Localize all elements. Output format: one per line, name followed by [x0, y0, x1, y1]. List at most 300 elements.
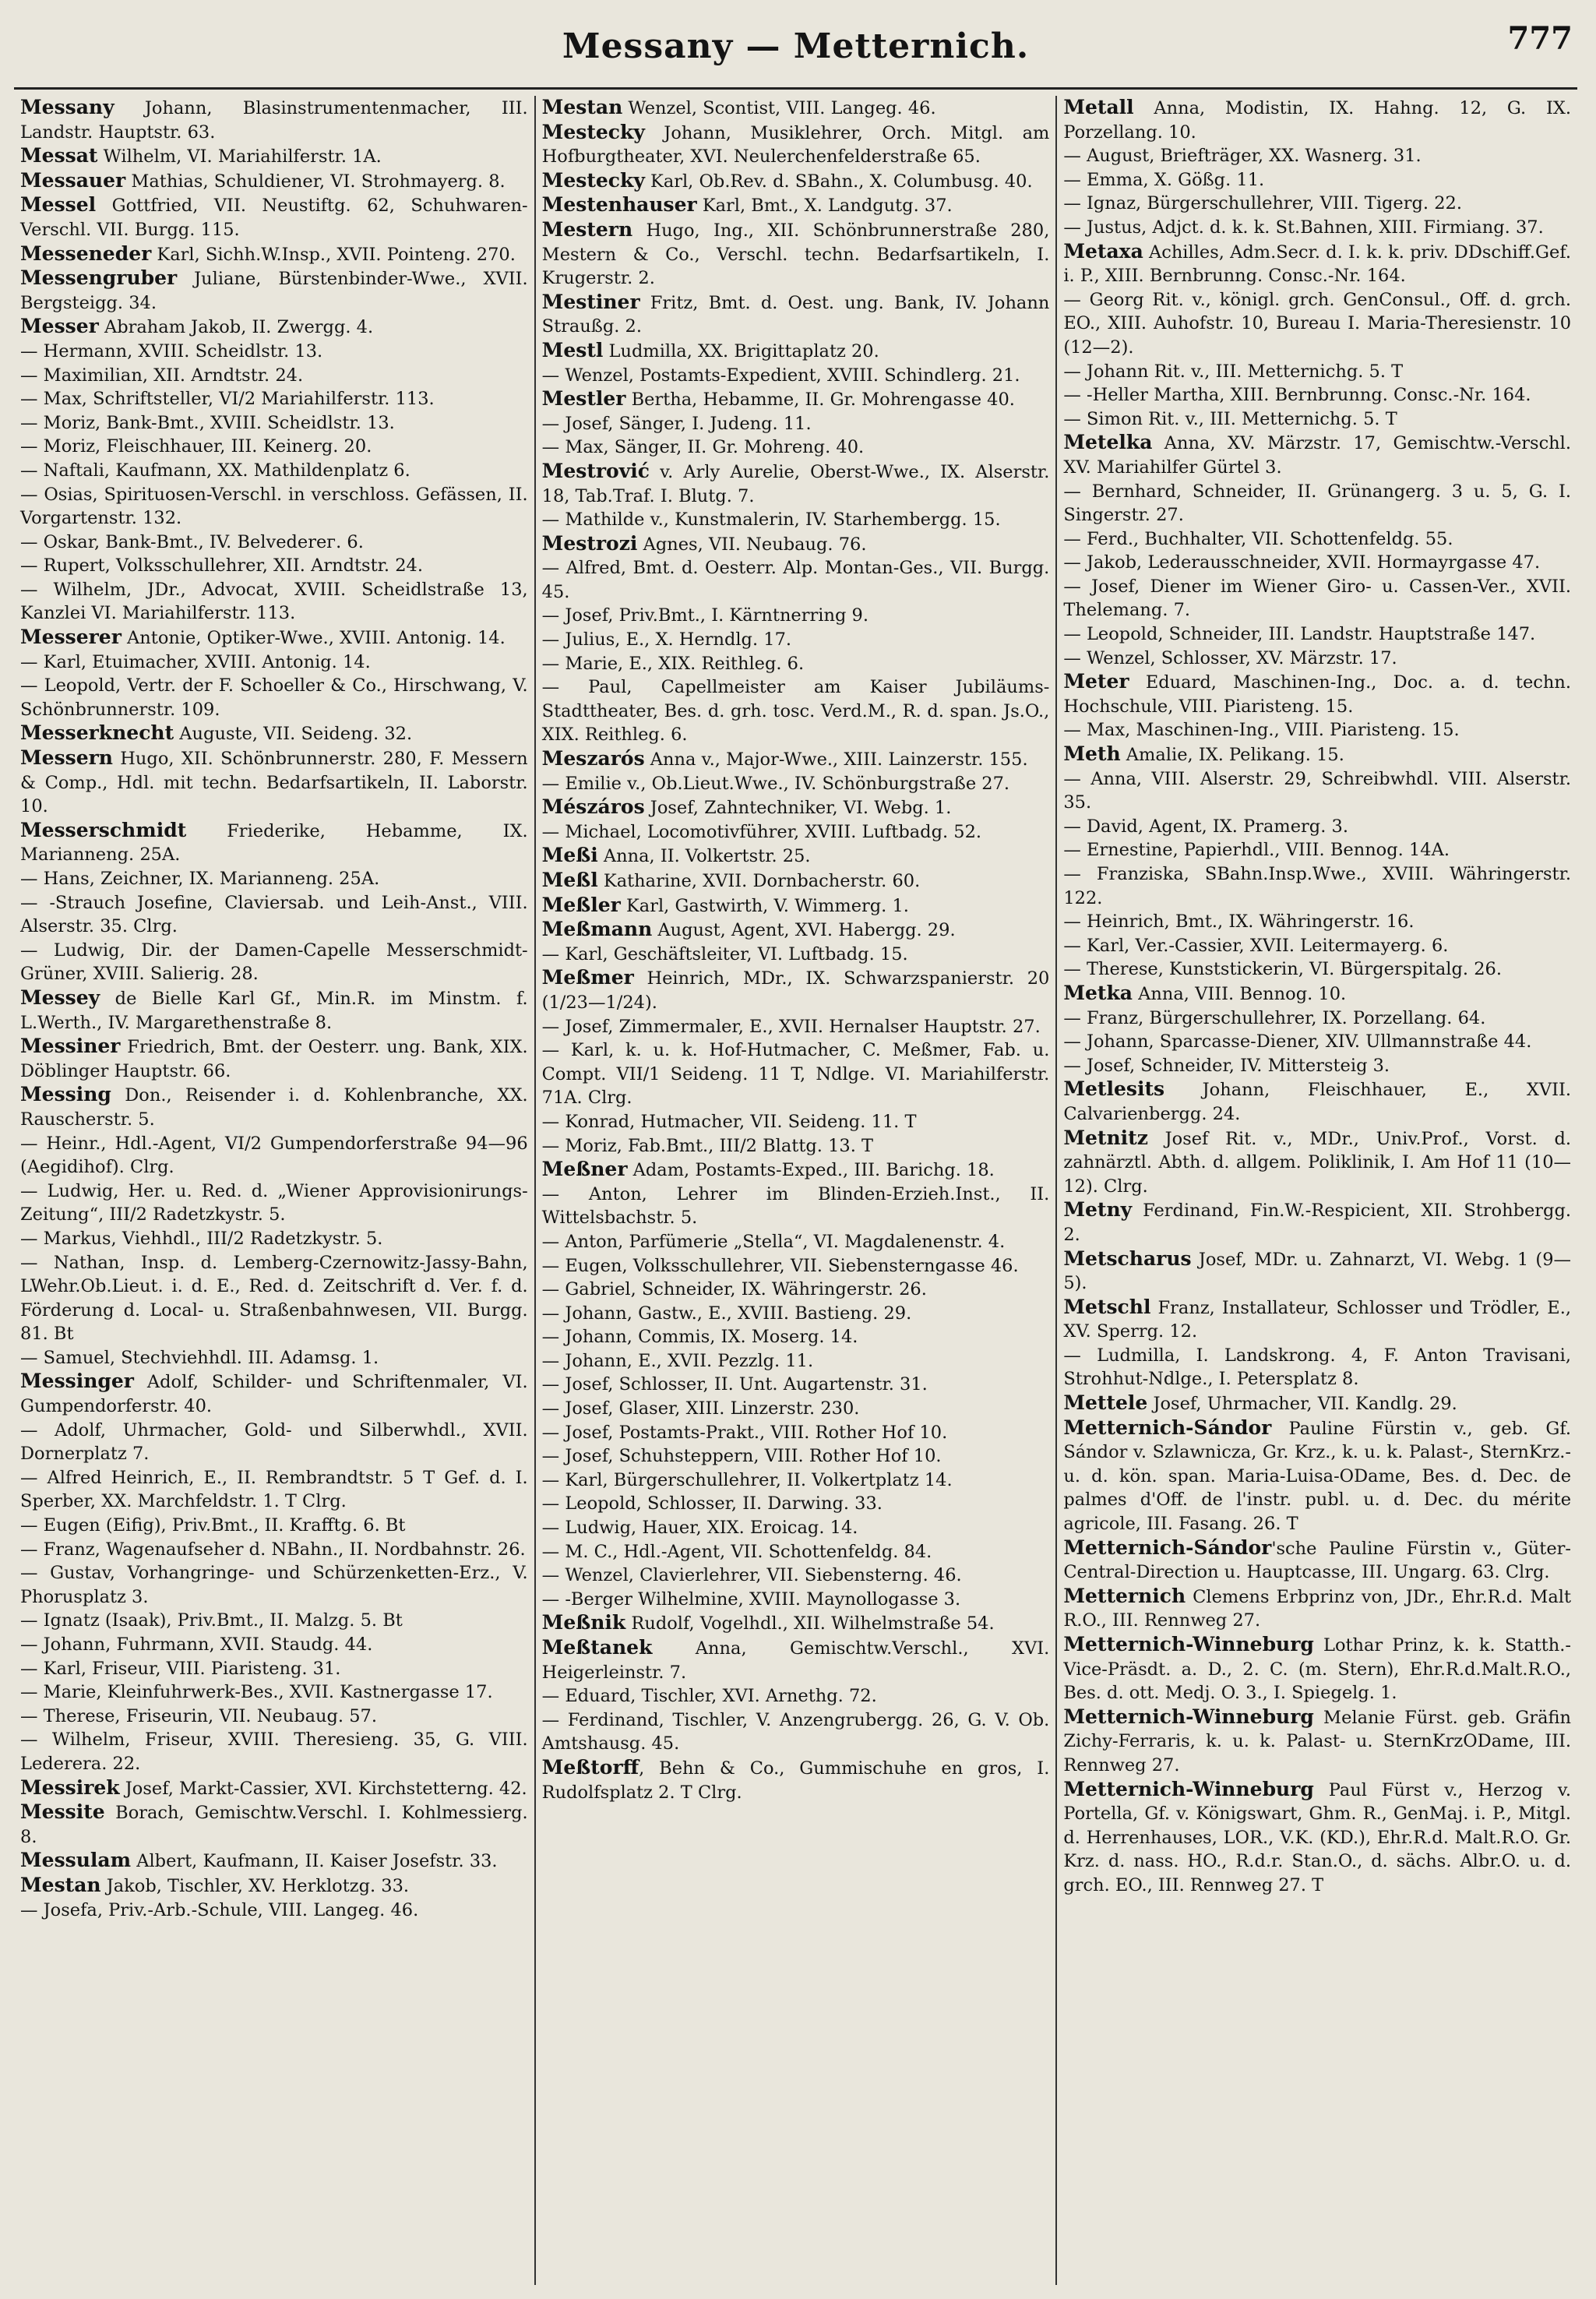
entry-surname: Mestan	[20, 1873, 101, 1896]
sub-entry	[1063, 407, 1571, 432]
sub-entry	[20, 1251, 528, 1346]
entry-surname: Metlesits	[1063, 1077, 1165, 1101]
surname-entry	[20, 144, 528, 169]
entry-text: — Ignaz, Bürgerschullehrer, VIII. Tigerg. 22.	[1063, 193, 1462, 214]
entry-text: — Gustav, Vorhangringe- und Schürzenketten-Erz., V. Phorusplatz 3.	[20, 1563, 528, 1607]
entry-text: — Johann, Commis, IX. Moserg. 14.	[541, 1327, 858, 1348]
surname-entry	[20, 1800, 528, 1849]
entry-text: — Anton, Lehrer im Blinden-Erzieh.Inst., II. Wittelsbachstr. 5.	[541, 1183, 1050, 1229]
entry-surname: Meth	[1063, 742, 1121, 766]
entry-text: , Behn & Co., Gummischuhe en gros, I. Rudolfsplatz 2. T Clrg.	[541, 1758, 1050, 1803]
entry-text: Auguste, VII. Seideng. 32.	[174, 724, 413, 745]
sub-entry	[542, 628, 1050, 652]
surname-entry	[542, 532, 1050, 557]
surname-entry	[542, 193, 1050, 218]
surname-entry	[1063, 670, 1571, 718]
surname-entry	[1063, 240, 1571, 288]
surname-entry	[20, 96, 528, 144]
surname-entry	[1063, 1416, 1571, 1536]
entry-surname: Mestern	[541, 217, 633, 241]
sub-entry	[1063, 1054, 1571, 1078]
sub-entry	[20, 459, 528, 483]
entry-surname: Metternich-Sándor	[1063, 1536, 1272, 1559]
column-middle	[536, 96, 1058, 2285]
sub-entry	[1063, 815, 1571, 839]
sub-entry	[1063, 910, 1571, 934]
entry-surname: Metternich	[1063, 1584, 1186, 1607]
entry-text: — Leopold, Vertr. der F. Schoeller & Co., Hirschwang, V. Schönbrunnerstr. 109.	[20, 675, 528, 720]
entry-surname: Mestecky	[541, 120, 645, 143]
entry-surname: Messauer	[20, 168, 126, 192]
entry-surname: Mészáros	[541, 795, 645, 819]
entry-text: Borach, Gemischtw.Verschl. I. Kohlmessierg. 8.	[20, 1803, 528, 1847]
entry-text: Gottfried, VII. Neustiftg. 62, Schuhwaren-Verschl. VII. Burgg. 115.	[20, 196, 528, 240]
sub-entry	[1063, 957, 1571, 982]
running-head: Messany — Metternich.	[562, 26, 1030, 66]
entry-surname: Metternich-Winneburg	[1063, 1705, 1314, 1728]
sub-entry	[1063, 1007, 1571, 1031]
entry-text: — Mathilde v., Kunstmalerin, IV. Starhembergg. 15.	[541, 510, 1001, 531]
surname-entry	[542, 894, 1050, 919]
surname-entry	[1063, 982, 1571, 1007]
surname-entry	[1063, 1247, 1571, 1296]
surname-entry	[1063, 742, 1571, 767]
entry-text: — Emma, X. Gößg. 11.	[1063, 169, 1265, 190]
entry-text: Ferdinand, Fin.W.-Respicient, XII. Strohbergg. 2.	[1063, 1201, 1572, 1245]
entry-surname: Metnitz	[1063, 1126, 1148, 1149]
sub-entry	[20, 1657, 528, 1681]
entry-text: — Josef, Diener im Wiener Giro- u. Cassen-Ver., XVII. Thelemang. 7.	[1063, 576, 1572, 621]
entry-text: Friedrich, Bmt. der Oesterr. ung. Bank, XIX. Döblinger Hauptstr. 66.	[20, 1037, 528, 1081]
entry-text: — Karl, Bürgerschullehrer, II. Volkertplatz 14.	[541, 1469, 953, 1490]
sub-entry	[542, 1588, 1050, 1612]
surname-entry	[542, 460, 1050, 508]
entry-text: Abraham Jakob, II. Zwergg. 4.	[98, 317, 374, 338]
entry-surname: Meßi	[541, 844, 598, 867]
surname-entry	[542, 387, 1050, 412]
surname-entry	[20, 819, 528, 867]
sub-entry	[542, 1444, 1050, 1469]
sub-entry	[20, 1227, 528, 1251]
entry-text: Don., Reisender i. d. Kohlenbranche, XX. Rauscherstr. 5.	[20, 1085, 528, 1130]
entry-text: Achilles, Adm.Secr. d. I. k. k. priv. DDschiff.Gef. i. P., XIII. Bernbrunng. Consc.-Nr. 164.	[1063, 242, 1572, 287]
sub-entry	[542, 820, 1050, 844]
sub-entry	[1063, 144, 1571, 168]
sub-entry	[542, 675, 1050, 747]
surname-entry	[542, 291, 1050, 339]
surname-entry	[1063, 1633, 1571, 1705]
surname-entry	[1063, 1127, 1571, 1199]
sub-entry	[20, 1899, 528, 1923]
sub-entry	[20, 1705, 528, 1729]
surname-entry	[20, 721, 528, 746]
sub-entry	[20, 1561, 528, 1609]
surname-entry	[542, 1636, 1050, 1684]
surname-entry	[1063, 1391, 1571, 1416]
entry-text: — -Berger Wilhelmine, XVIII. Maynollogasse 3.	[541, 1588, 961, 1610]
entry-text: Agnes, VII. Neubaug. 76.	[637, 534, 867, 555]
entry-text: — Gabriel, Schneider, IX. Währingerstr. 26.	[541, 1279, 927, 1300]
entry-text: Paul Fürst v., Herzog v. Portella, Gf. v. Königswart, Ghm. R., GenMaj. i. P., Mitgl. d. Herrenhauses, LOR., V.K. (KD.), Ehr.R.d. Malt.R.O. Gr. Krz. d. nass. HO., R.d.r. Stan.O., d. sächs. Albr.O. u. d. grch. EO., III. Rennweg 27. T	[1063, 1779, 1572, 1895]
entry-text: de Bielle Karl Gf., Min.R. im Minstm. f. L.Werth., IV. Margarethenstraße 8.	[20, 988, 528, 1033]
entry-text: — Hermann, XVIII. Scheidlstr. 13.	[20, 340, 323, 361]
sub-entry	[542, 412, 1050, 436]
sub-entry	[20, 1680, 528, 1705]
entry-text: — Johann, Gastw., E., XVIII. Bastieng. 29.	[541, 1303, 912, 1324]
sub-entry	[542, 364, 1050, 388]
surname-entry	[1063, 96, 1571, 144]
entry-surname: Messinger	[20, 1370, 134, 1393]
sub-entry	[1063, 622, 1571, 647]
entry-surname: Mestan	[541, 96, 623, 118]
entry-text: — Eduard, Tischler, XVI. Arnethg. 72.	[541, 1686, 877, 1707]
entry-text: — Eugen (Eifig), Priv.Bmt., II. Krafftg. 6. Bt	[20, 1515, 406, 1536]
entry-text: — Heinr., Hdl.-Agent, VI/2 Gumpendorferstraße 94—96 (Aegidihof). Clrg.	[20, 1133, 528, 1178]
entry-text: — Karl, Friseur, VIII. Piaristeng. 31.	[20, 1658, 341, 1679]
entry-surname: Messany	[20, 96, 115, 118]
surname-entry	[542, 869, 1050, 894]
sub-entry	[542, 556, 1050, 604]
entry-text: — Markus, Viehhdl., III/2 Radetzkystr. 5.	[20, 1228, 383, 1249]
entry-text: — August, Briefträger, XX. Wasnerg. 31.	[1063, 146, 1422, 167]
entry-text: — Franz, Wagenaufseher d. NBahn., II. Nordbahnstr. 26.	[20, 1539, 526, 1560]
sub-entry	[542, 1183, 1050, 1230]
page-header	[14, 16, 1577, 90]
sub-entry	[542, 1015, 1050, 1039]
entry-text: Heinrich, MDr., IX. Schwarzspanierstr. 20 (1/23—1/24).	[541, 968, 1050, 1013]
surname-entry	[1063, 1077, 1571, 1126]
surname-entry	[542, 918, 1050, 943]
entry-text: — Ernestine, Papierhdl., VIII. Bennog. 14A.	[1063, 840, 1450, 861]
entry-text: Rudolf, Vogelhdl., XII. Wilhelmstraße 54.	[625, 1613, 995, 1634]
surname-entry	[20, 266, 528, 315]
entry-text: — Jakob, Lederausschneider, XVII. Hormayrgasse 47.	[1063, 552, 1541, 573]
sub-entry	[542, 1038, 1050, 1110]
sub-entry	[1063, 383, 1571, 407]
entry-text: Anna v., Major-Wwe., XIII. Lainzerstr. 155.	[644, 749, 1028, 770]
entry-text: — Wilhelm, Friseur, XVIII. Theresieng. 35, G. VIII. Lederera. 22.	[20, 1730, 528, 1774]
sub-entry	[20, 1346, 528, 1370]
surname-entry	[20, 193, 528, 242]
surname-entry	[20, 1874, 528, 1899]
surname-entry	[1063, 1585, 1571, 1633]
entry-text: — Max, Schriftsteller, VI/2 Mariahilferstr. 113.	[20, 389, 435, 410]
sub-entry	[20, 1538, 528, 1562]
surname-entry	[1063, 1536, 1571, 1585]
sub-entry	[20, 554, 528, 578]
entry-surname: Messer	[20, 315, 99, 338]
entry-text: — Leopold, Schlosser, II. Darwing. 33.	[541, 1493, 883, 1514]
entry-text: — Moriz, Fab.Bmt., III/2 Blattg. 13. T	[541, 1135, 874, 1156]
entry-surname: Messirek	[20, 1775, 120, 1799]
entry-text: — Alfred Heinrich, E., II. Rembrandtstr. 5 T Gef. d. I. Sperber, XX. Marchfeldstr. 1. T Clrg.	[20, 1467, 528, 1512]
sub-entry	[20, 867, 528, 891]
entry-text: — Johann, Sparcasse-Diener, XIV. Ullmannstraße 44.	[1063, 1031, 1532, 1053]
entry-text: — Ludwig, Her. u. Red. d. „Wiener Approvisionirungs-Zeitung“, III/2 Radetzkystr. 5.	[20, 1180, 528, 1225]
entry-surname: Messern	[20, 746, 113, 770]
sub-entry	[542, 1134, 1050, 1158]
entry-text: Anna, VIII. Bennog. 10.	[1133, 983, 1347, 1004]
surname-entry	[20, 626, 528, 651]
entry-text: — Wenzel, Schlosser, XV. Märzstr. 17.	[1063, 647, 1397, 668]
entry-text: Lothar Prinz, k. k. Statth.-Vice-Präsdt. a. D., 2. C. (m. Stern), Ehr.R.d.Malt.R.O., Bes. d. ott. Medj. O. 3., I. Spiegelg. 1.	[1063, 1635, 1572, 1704]
entry-text: — Osias, Spirituosen-Verschl. in verschloss. Gefässen, II. Vorgartenstr. 132.	[20, 484, 528, 529]
surname-entry	[542, 169, 1050, 194]
entry-text: Josef, Uhrmacher, VII. Kandlg. 29.	[1147, 1394, 1457, 1415]
entry-text: — Moriz, Fleischhauer, III. Keinerg. 20.	[20, 436, 372, 457]
sub-entry	[20, 1514, 528, 1538]
column-left	[14, 96, 536, 2285]
entry-text: — Emilie v., Ob.Lieut.Wwe., IV. Schönburgstraße 27.	[541, 773, 1010, 794]
surname-entry	[542, 1756, 1050, 1804]
surname-entry	[542, 1158, 1050, 1183]
surname-entry	[20, 746, 528, 819]
sub-entry	[1063, 838, 1571, 862]
sub-entry	[1063, 1030, 1571, 1054]
entry-text: Juliane, Bürstenbinder-Wwe., XVII. Bergsteigg. 34.	[20, 269, 528, 313]
sub-entry	[20, 1466, 528, 1514]
entry-surname: Mestrozi	[541, 531, 638, 555]
entry-text: — Julius, E., X. Herndlg. 17.	[541, 629, 792, 651]
entry-surname: Messat	[20, 144, 98, 167]
column-right	[1057, 96, 1577, 2285]
entry-surname: Messerknecht	[20, 721, 174, 745]
entry-text: Ludmilla, XX. Brigittaplatz 20.	[603, 340, 879, 361]
sub-entry	[542, 1708, 1050, 1756]
surname-entry	[20, 1370, 528, 1418]
entry-surname: Meter	[1063, 670, 1129, 693]
entry-text: Josef Rit. v., MDr., Univ.Prof., Vorst. d. zahnärztl. Abth. d. allgem. Poliklinik, I. Am Hof 11 (10—12). Clrg.	[1063, 1128, 1572, 1197]
entry-surname: Meßl	[541, 869, 598, 891]
entry-text: Johann, Fleischhauer, E., XVII. Calvarienbergg. 24.	[1063, 1080, 1572, 1124]
entry-text: — -Heller Martha, XIII. Bernbrunng. Consc.-Nr. 164.	[1063, 385, 1531, 406]
sub-entry	[1063, 551, 1571, 575]
sub-entry	[20, 483, 528, 531]
entry-text: Mathias, Schuldiener, VI. Strohmayerg. 8.	[125, 171, 506, 192]
entry-text: Clemens Erbprinz von, JDr., Ehr.R.d. Malt R.O., III. Rennweg 27.	[1063, 1586, 1572, 1631]
entry-text: — Rupert, Volksschullehrer, XII. Arndtstr. 24.	[20, 555, 423, 577]
sub-entry	[20, 435, 528, 459]
entry-text: — Ignatz (Isaak), Priv.Bmt., II. Malzg. 5. Bt	[20, 1610, 403, 1631]
entry-text: Anna, XV. Märzstr. 17, Gemischtw.-Verschl. XV. Mariahilfer Gürtel 3.	[1063, 433, 1572, 478]
sub-entry	[542, 604, 1050, 628]
surname-entry	[20, 315, 528, 340]
sub-entry	[542, 1278, 1050, 1302]
entry-text: v. Arly Aurelie, Oberst-Wwe., IX. Alserstr. 18, Tab.Traf. I. Blutg. 7.	[541, 461, 1050, 506]
entry-text: 'sche Pauline Fürstin v., Güter-Central-Direction u. Hauptcasse, III. Ungarg. 63. Clrg.	[1063, 1538, 1572, 1583]
sub-entry	[1063, 168, 1571, 192]
entry-text: — Ludmilla, I. Landskrong. 4, F. Anton Travisani, Strohhut-Ndlge., I. Petersplatz 8.	[1063, 1345, 1572, 1390]
surname-entry	[20, 242, 528, 267]
entry-surname: Mestiner	[541, 290, 640, 313]
entry-text: — Ludwig, Hauer, XIX. Eroicag. 14.	[541, 1518, 858, 1539]
entry-text: Anna, Gemischtw.Verschl., XVI. Heigerleinstr. 7.	[541, 1638, 1050, 1683]
entry-text: Anna, Modistin, IX. Hahng. 12, G. IX. Porzellang. 10.	[1063, 98, 1572, 143]
sub-entry	[1063, 216, 1571, 240]
entry-text: — Karl, k. u. k. Hof-Hutmacher, C. Meßmer, Fab. u. Compt. VII/1 Seideng. 11 T, Ndlge. VI. Mariahilferstr. 71A. Clrg.	[541, 1040, 1050, 1109]
entry-surname: Messite	[20, 1800, 105, 1824]
entry-text: — Paul, Capellmeister am Kaiser Jubiläums-Stadttheater, Bes. d. grh. tosc. Verd.M., R. d. span. Js.O., XIX. Reithleg. 6.	[541, 677, 1050, 746]
sub-entry	[20, 364, 528, 388]
entry-text: — Moriz, Bank-Bmt., XVIII. Scheidlstr. 13.	[20, 412, 395, 433]
entry-text: — Simon Rit. v., III. Metternichg. 5. T	[1063, 408, 1397, 429]
entry-text: — Ludwig, Dir. der Damen-Capelle Messerschmidt-Grüner, XVIII. Salierig. 28.	[20, 940, 528, 985]
sub-entry	[542, 1302, 1050, 1326]
entry-text: — Marie, Kleinfuhrwerk-Bes., XVII. Kastnergasse 17.	[20, 1682, 493, 1703]
entry-text: — Wenzel, Postamts-Expedient, XVIII. Schindlerg. 21.	[541, 365, 1020, 386]
sub-entry	[1063, 934, 1571, 958]
entry-text: — Ferd., Buchhalter, VII. Schottenfeldg. 55.	[1063, 528, 1453, 549]
entry-text: — Franz, Bürgerschullehrer, IX. Porzellang. 64.	[1063, 1007, 1486, 1028]
sub-entry	[542, 943, 1050, 967]
sub-entry	[20, 1419, 528, 1466]
entry-text: Karl, Bmt., X. Landgutg. 37.	[696, 196, 953, 217]
entry-surname: Messel	[20, 193, 97, 217]
entry-text: Josef, Markt-Cassier, XVI. Kirchstetterng. 42.	[119, 1778, 527, 1799]
sub-entry	[542, 1325, 1050, 1349]
entry-text: — Karl, Etuimacher, XVIII. Antonig. 14.	[20, 651, 371, 672]
surname-entry	[20, 986, 528, 1035]
sub-entry	[542, 1564, 1050, 1588]
entry-text: — M. C., Hdl.-Agent, VII. Schottenfeldg. 84.	[541, 1541, 932, 1562]
entry-text: Karl, Sichh.W.Insp., XVII. Pointeng. 270.	[151, 244, 516, 265]
entry-text: Karl, Gastwirth, V. Wimmerg. 1.	[620, 895, 909, 916]
sub-entry	[20, 411, 528, 435]
surname-entry	[542, 218, 1050, 291]
entry-text: — Franziska, SBahn.Insp.Wwe., XVIII. Währingerstr. 122.	[1063, 864, 1572, 908]
sub-entry	[542, 652, 1050, 676]
sub-entry	[20, 340, 528, 364]
entry-text: — Johann, Fuhrmann, XVII. Staudg. 44.	[20, 1634, 373, 1655]
sub-entry	[1063, 575, 1571, 622]
entry-text: Adolf, Schilder- und Schriftenmaler, VI. Gumpendorferstr. 40.	[20, 1372, 528, 1417]
sub-entry	[1063, 480, 1571, 527]
sub-entry	[1063, 647, 1571, 671]
entry-text: Albert, Kaufmann, II. Kaiser Josefstr. 33.	[131, 1851, 498, 1872]
entry-surname: Messey	[20, 986, 100, 1009]
sub-entry	[542, 1349, 1050, 1373]
entry-text: — Eugen, Volksschullehrer, VII. Siebensterngasse 46.	[541, 1255, 1019, 1276]
entry-text: Eduard, Maschinen-Ing., Doc. a. d. techn. Hochschule, VIII. Piaristeng. 15.	[1063, 672, 1572, 717]
entry-text: Josef, MDr. u. Zahnarzt, VI. Webg. 1 (9—5).	[1063, 1249, 1572, 1294]
sub-entry	[20, 531, 528, 555]
entry-surname: Meszarós	[541, 747, 645, 770]
sub-entry	[542, 1684, 1050, 1708]
entry-surname: Metny	[1063, 1198, 1133, 1222]
entry-text: — Michael, Locomotivführer, XVIII. Luftbadg. 52.	[541, 821, 982, 842]
entry-text: Hugo, Ing., XII. Schönbrunnerstraße 280, Mestern & Co., Verschl. techn. Bedarfsartikeln, I. Krugerstr. 2.	[541, 220, 1050, 289]
entry-surname: Meßmer	[541, 966, 634, 989]
sub-entry	[1063, 767, 1571, 815]
entry-text: — Johann, E., XVII. Pezzlg. 11.	[541, 1350, 814, 1371]
entry-text: Fritz, Bmt. d. Oest. ung. Bank, IV. Johann Straußg. 2.	[541, 292, 1050, 337]
entry-text: — Karl, Geschäftsleiter, VI. Luftbadg. 15.	[541, 943, 908, 964]
sub-entry	[542, 1110, 1050, 1134]
entry-text: — Josef, Sänger, I. Judeng. 11.	[541, 413, 812, 434]
entry-text: — Wenzel, Clavierlehrer, VII. Siebensterng. 46.	[541, 1565, 962, 1586]
sub-entry	[1063, 862, 1571, 910]
entry-text: — Oskar, Bank-Bmt., IV. Belvederег. 6.	[20, 531, 364, 552]
entry-text: Friederike, Hebamme, IX. Marianneng. 25A.	[20, 820, 528, 866]
entry-text: Wilhelm, VI. Mariahilferstr. 1A.	[97, 146, 382, 167]
entry-surname: Messerer	[20, 626, 122, 649]
entry-text: — Josef, Zimmermaler, E., XVII. Hernalser Hauptstr. 27.	[541, 1016, 1041, 1037]
entry-text: Bertha, Hebamme, II. Gr. Mohrengasse 40.	[625, 390, 1015, 411]
sub-entry	[20, 387, 528, 411]
entry-text: — Alfred, Bmt. d. Oesterr. Alp. Montan-Ges., VII. Burgg. 45.	[541, 558, 1050, 602]
entry-text: — Samuel, Stechviehhdl. III. Adamsg. 1.	[20, 1347, 379, 1368]
surname-entry	[542, 96, 1050, 121]
sub-entry	[542, 1397, 1050, 1421]
sub-entry	[542, 1373, 1050, 1397]
entry-surname: Mestecky	[541, 168, 645, 192]
entry-text: — Karl, Ver.-Cassier, XVII. Leitermayerg. 6.	[1063, 935, 1449, 956]
entry-text: — Josef, Schlosser, II. Unt. Augartenstr. 31.	[541, 1374, 928, 1395]
entry-surname: Meßtanek	[541, 1636, 653, 1659]
sub-entry	[1063, 718, 1571, 742]
entry-surname: Meßnik	[541, 1611, 626, 1634]
surname-entry	[20, 1849, 528, 1874]
sub-entry	[542, 772, 1050, 796]
entry-surname: Metaxa	[1063, 239, 1143, 263]
sub-entry	[20, 651, 528, 675]
entry-text: — Therese, Kunststickerin, VI. Bürgerspitalg. 26.	[1063, 959, 1502, 980]
entry-text: — Josefa, Priv.-Arb.-Schule, VIII. Langeg. 46.	[20, 1899, 419, 1920]
entry-surname: Meßner	[541, 1158, 628, 1181]
sub-entry	[20, 578, 528, 626]
entry-text: Amalie, IX. Pelikang. 15.	[1120, 745, 1344, 766]
entry-surname: Metschl	[1063, 1295, 1151, 1318]
entry-text: — Johann Rit. v., III. Metternichg. 5. T	[1063, 361, 1404, 382]
sub-entry	[542, 1492, 1050, 1516]
entry-surname: Messeneder	[20, 242, 152, 265]
entry-text: — Wilhelm, JDr., Advocat, XVIII. Scheidlstraße 13, Kanzlei VI. Mariahilferstr. 113.	[20, 579, 528, 624]
entry-text: Hugo, XII. Schönbrunnerstr. 280, F. Messern & Comp., Hdl. mit techn. Bedarfsartikeln, II. Laborstr. 10.	[20, 749, 528, 817]
sub-entry	[20, 1728, 528, 1775]
entry-text: — Leopold, Schneider, III. Landstr. Hauptstraße 147.	[1063, 624, 1536, 645]
entry-surname: Metternich-Winneburg	[1063, 1633, 1314, 1655]
entry-text: Johann, Musiklehrer, Orch. Mitgl. am Hofburgtheater, XVI. Neulerchenfelderstraße 65.	[541, 122, 1050, 167]
entry-surname: Meßmann	[541, 918, 653, 941]
entry-text: — Bernhard, Schneider, II. Grünangerg. 3 u. 5, G. I. Singerstr. 27.	[1063, 481, 1572, 526]
entry-surname: Mestler	[541, 387, 626, 411]
entry-text: — Therese, Friseurin, VII. Neubaug. 57.	[20, 1705, 377, 1726]
sub-entry	[20, 1132, 528, 1179]
sub-entry	[1063, 360, 1571, 384]
entry-text: — Josef, Schneider, IV. Mittersteig 3.	[1063, 1055, 1390, 1076]
entry-text: — David, Agent, IX. Pramerg. 3.	[1063, 816, 1348, 837]
entry-surname: Mestl	[541, 338, 604, 361]
entry-text: — Josef, Priv.Bmt., I. Kärntnerring 9.	[541, 605, 868, 626]
surname-entry	[20, 169, 528, 194]
entry-text: Josef, Zahntechniker, VI. Webg. 1.	[644, 798, 952, 819]
entry-surname: Metall	[1063, 96, 1134, 118]
entry-surname: Metka	[1063, 981, 1133, 1004]
entry-text: Katharine, XVII. Dornbacherstr. 60.	[597, 871, 921, 891]
sub-entry	[542, 1254, 1050, 1278]
entry-text: August, Agent, XVI. Habergg. 29.	[652, 920, 956, 941]
surname-entry	[1063, 1296, 1571, 1344]
surname-entry	[1063, 431, 1571, 479]
surname-entry	[20, 1035, 528, 1083]
columns	[14, 96, 1577, 2285]
sub-entry	[1063, 527, 1571, 552]
entry-text: Franz, Installateur, Schlosser und Trödler, E., XV. Sperrg. 12.	[1063, 1297, 1572, 1342]
sub-entry	[542, 1230, 1050, 1254]
entry-text: Adam, Postamts-Exped., III. Barichg. 18.	[627, 1160, 995, 1181]
surname-entry	[542, 844, 1050, 869]
entry-surname: Messengruber	[20, 266, 178, 290]
